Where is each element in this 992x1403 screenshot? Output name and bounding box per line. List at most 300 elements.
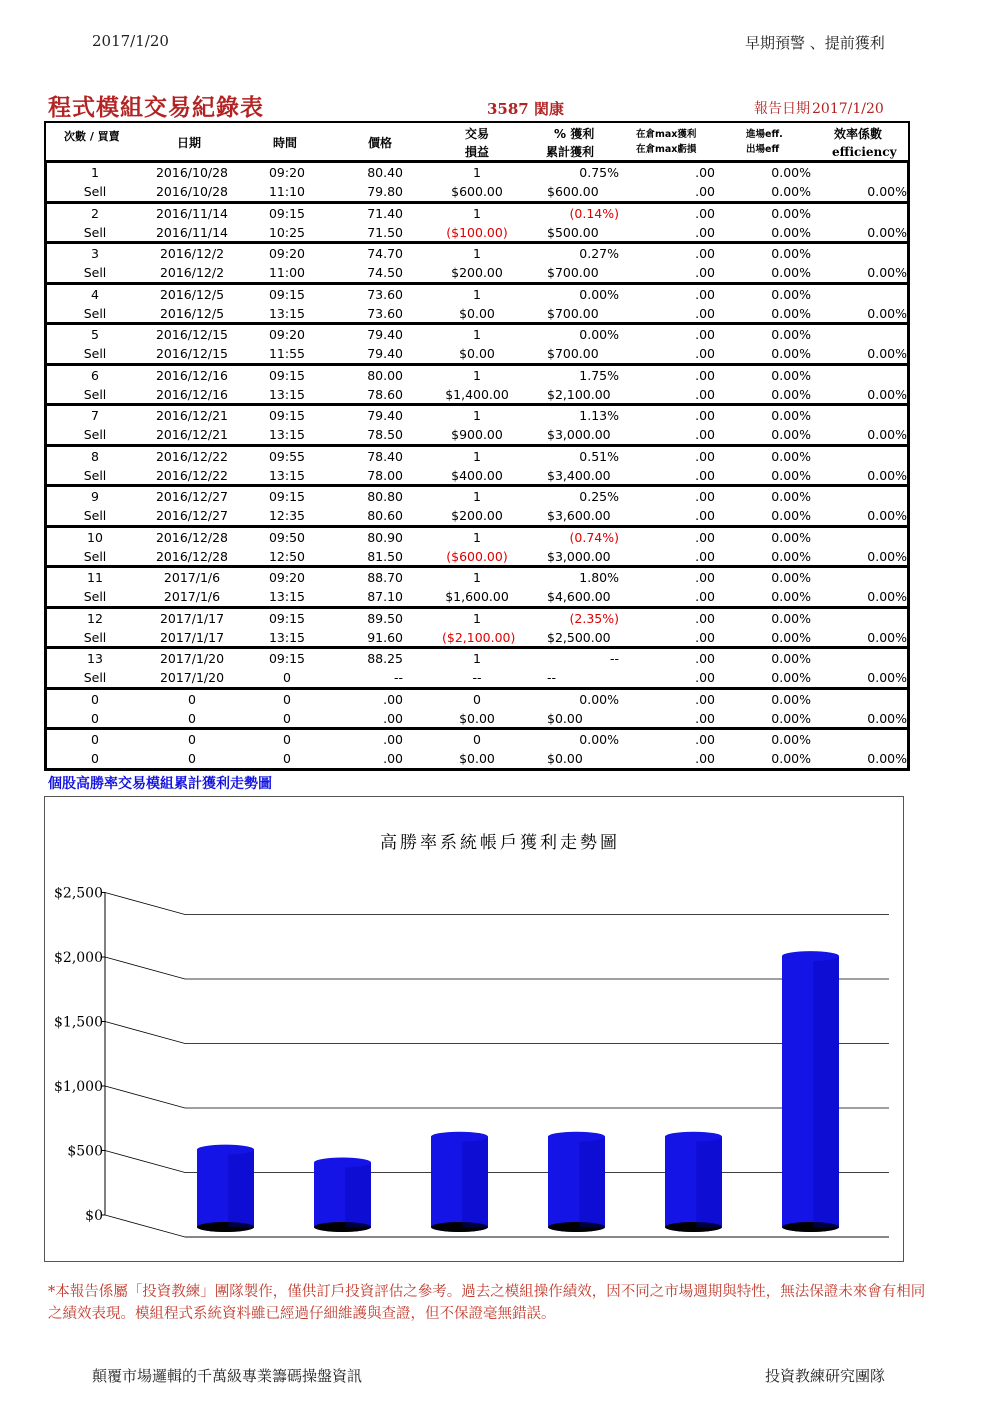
header-max-loss: 在倉max虧損 — [636, 144, 697, 155]
entry-eff: 0.00% — [771, 489, 811, 504]
exit-eff: 0.00% — [771, 589, 811, 604]
exit-price: 71.50 — [367, 224, 403, 240]
entry-eff: 0.00% — [771, 732, 811, 747]
trade-group — [44, 163, 910, 204]
pct-profit: 0.00% — [579, 286, 619, 302]
entry-qty: 1 — [473, 529, 481, 545]
efficiency: 0.00% — [867, 184, 907, 199]
trade-side: Sell — [83, 670, 107, 685]
entry-qty: 1 — [473, 610, 481, 626]
entry-price: 74.70 — [367, 246, 403, 261]
max-loss: .00 — [695, 224, 715, 240]
header-trade: 交易 — [465, 127, 490, 141]
trade-seq: 6 — [91, 367, 99, 383]
y-tick-label: $0 — [85, 1208, 103, 1224]
header-pct: % 獲利 — [554, 127, 595, 141]
exit-date: 2016/12/21 — [155, 427, 229, 442]
max-loss: .00 — [695, 305, 715, 321]
trade-seq: 9 — [91, 489, 99, 504]
trade-seq: 1 — [91, 165, 99, 180]
exit-price: .00 — [383, 710, 403, 726]
cum-profit: $500.00 — [547, 224, 599, 240]
trade-group — [44, 447, 910, 488]
efficiency: 0.00% — [867, 386, 907, 402]
trade-side: Sell — [83, 467, 107, 483]
max-profit: .00 — [695, 691, 715, 707]
efficiency: 0.00% — [867, 265, 907, 280]
entry-price: 71.40 — [367, 205, 403, 221]
entry-qty: 1 — [473, 165, 481, 180]
trade-table — [44, 121, 910, 771]
entry-qty: 0 — [473, 732, 481, 747]
report-date — [754, 98, 884, 118]
exit-date: 0 — [188, 751, 196, 766]
entry-qty: 1 — [473, 448, 481, 464]
entry-date: 2017/1/20 — [159, 651, 225, 666]
exit-date: 2016/12/16 — [155, 386, 229, 402]
cum-profit: $4,600.00 — [547, 589, 611, 604]
entry-price: 78.40 — [367, 448, 403, 464]
exit-time: 13:15 — [268, 589, 306, 604]
entry-eff: 0.00% — [771, 691, 811, 707]
chart-title: 高勝率系統帳戶獲利走勢圖 — [380, 833, 620, 853]
trade-seq: 2 — [91, 205, 99, 221]
exit-price: 87.10 — [367, 589, 403, 604]
trade-seq: 5 — [91, 327, 99, 342]
max-profit: .00 — [695, 367, 715, 383]
trade-group — [44, 528, 910, 569]
exit-eff: 0.00% — [771, 508, 811, 523]
cum-profit: $3,000.00 — [547, 548, 611, 564]
chart-axis — [101, 893, 105, 1216]
exit-eff: 0.00% — [771, 467, 811, 483]
pct-profit: 1.13% — [579, 408, 619, 423]
exit-price: 78.60 — [367, 386, 403, 402]
max-profit: .00 — [695, 286, 715, 302]
header-seq: 次數 / 買賣 — [64, 130, 120, 143]
entry-eff: 0.00% — [771, 367, 811, 383]
entry-qty: 1 — [473, 570, 481, 585]
pct-profit: 0.25% — [579, 489, 619, 504]
cum-profit: $700.00 — [547, 346, 599, 361]
cum-profit: $3,600.00 — [547, 508, 611, 523]
entry-time: 09:15 — [268, 610, 306, 626]
page-title: 程式模組交易紀錄表 — [48, 94, 264, 121]
entry-eff: 0.00% — [771, 448, 811, 464]
footer-slogan: 顛覆市場邏輯的千萬級專業籌碼操盤資訊 — [92, 1367, 363, 1385]
max-profit: .00 — [695, 246, 715, 261]
exit-date: 2016/12/28 — [155, 548, 229, 564]
header-pnl: 損益 — [465, 145, 490, 159]
chart-bar — [548, 1132, 605, 1232]
header-efficiency-zh: 效率係數 — [834, 127, 883, 141]
entry-eff: 0.00% — [771, 246, 811, 261]
entry-time: 09:20 — [268, 327, 306, 342]
exit-eff: 0.00% — [771, 265, 811, 280]
entry-date: 0 — [188, 691, 196, 707]
header-slogan: 早期預警 、提前獲利 — [745, 34, 885, 52]
max-profit: .00 — [695, 408, 715, 423]
entry-price: 88.70 — [367, 570, 403, 585]
header-date: 2017/1/20 — [92, 32, 169, 50]
pct-profit: 0.75% — [579, 165, 619, 180]
entry-qty: 1 — [473, 286, 481, 302]
trade-side: Sell — [83, 265, 107, 280]
header-date: 日期 — [177, 136, 202, 150]
entry-price: 73.60 — [367, 286, 403, 302]
max-loss: .00 — [695, 184, 715, 199]
max-profit: .00 — [695, 165, 715, 180]
trade-side: Sell — [83, 508, 107, 523]
entry-qty: 1 — [473, 246, 481, 261]
efficiency: 0.00% — [867, 751, 907, 766]
max-profit: .00 — [695, 651, 715, 666]
trade-side: Sell — [83, 224, 107, 240]
entry-time: 09:15 — [268, 408, 306, 423]
trade-pnl: $0.00 — [459, 710, 495, 726]
chart-bar — [782, 951, 839, 1232]
header-price: 價格 — [368, 136, 393, 150]
efficiency: 0.00% — [867, 710, 907, 726]
entry-time: 0 — [283, 732, 291, 747]
entry-date: 2016/12/16 — [155, 367, 229, 383]
trade-seq: 3 — [91, 246, 99, 261]
entry-eff: 0.00% — [771, 327, 811, 342]
max-profit: .00 — [695, 327, 715, 342]
trade-seq: 0 — [91, 732, 99, 747]
trade-seq: 10 — [87, 529, 103, 545]
entry-price: 80.40 — [367, 165, 403, 180]
y-tick-label: $500 — [67, 1143, 103, 1160]
efficiency: 0.00% — [867, 548, 907, 564]
pct-profit: (2.35%) — [569, 610, 619, 626]
max-profit: .00 — [695, 489, 715, 504]
exit-time: 13:15 — [268, 467, 306, 483]
trade-seq: 7 — [91, 408, 99, 423]
exit-time: 11:00 — [268, 265, 306, 280]
entry-date: 2016/12/2 — [159, 246, 225, 261]
y-tick-label: $2,000 — [54, 950, 103, 966]
trade-side: Sell — [83, 427, 107, 442]
chart-caption: 個股高勝率交易模組累計獲利走勢圖 — [48, 776, 272, 792]
efficiency: 0.00% — [867, 427, 907, 442]
trade-side: 0 — [91, 751, 99, 766]
entry-time: 09:15 — [268, 651, 306, 666]
cum-profit: $700.00 — [547, 305, 599, 321]
trade-side: Sell — [83, 305, 107, 321]
max-profit: .00 — [695, 610, 715, 626]
entry-date: 2016/12/21 — [155, 408, 229, 423]
max-profit: .00 — [695, 570, 715, 585]
profit-chart — [45, 797, 903, 1261]
efficiency: 0.00% — [867, 589, 907, 604]
cum-profit: -- — [547, 670, 557, 685]
entry-date: 2016/12/22 — [155, 448, 229, 464]
header-cum: 累計獲利 — [546, 145, 595, 159]
cum-profit: $2,100.00 — [547, 386, 611, 402]
entry-qty: 1 — [473, 651, 481, 666]
exit-price: 79.40 — [367, 346, 403, 361]
entry-time: 09:55 — [268, 448, 306, 464]
exit-time: 12:50 — [268, 548, 306, 564]
max-loss: .00 — [695, 629, 715, 645]
entry-price: 79.40 — [367, 327, 403, 342]
max-loss: .00 — [695, 346, 715, 361]
trade-seq: 12 — [87, 610, 103, 626]
trade-pnl: $200.00 — [451, 508, 503, 523]
trade-group — [44, 568, 910, 609]
footer-team: 投資教練研究團隊 — [765, 1367, 886, 1385]
trade-side: Sell — [83, 629, 107, 645]
exit-time: 0 — [283, 751, 291, 766]
exit-price: 81.50 — [367, 548, 403, 564]
exit-date: 2016/12/15 — [155, 346, 229, 361]
max-loss: .00 — [695, 710, 715, 726]
trade-pnl: $1,400.00 — [445, 386, 509, 402]
exit-date: 2016/12/22 — [155, 467, 229, 483]
exit-time: 0 — [283, 710, 291, 726]
entry-qty: 0 — [473, 691, 481, 707]
table-header — [44, 121, 910, 163]
exit-eff: 0.00% — [771, 386, 811, 402]
exit-eff: 0.00% — [771, 346, 811, 361]
entry-date: 2016/12/28 — [155, 529, 229, 545]
exit-date: 2016/12/2 — [159, 265, 225, 280]
cum-profit: $700.00 — [547, 265, 599, 280]
chart-bars — [197, 951, 839, 1232]
pct-profit: 1.80% — [579, 570, 619, 585]
entry-date: 2016/12/5 — [159, 286, 225, 302]
max-loss: .00 — [695, 508, 715, 523]
exit-price: 74.50 — [367, 265, 403, 280]
entry-time: 09:50 — [268, 529, 306, 545]
header-entry-eff: 進場eff. — [746, 129, 783, 140]
efficiency: 0.00% — [867, 508, 907, 523]
trade-seq: 8 — [91, 448, 99, 464]
entry-date: 2017/1/6 — [163, 570, 221, 585]
efficiency: 0.00% — [867, 629, 907, 645]
trade-group — [44, 244, 910, 285]
pct-profit: 0.00% — [579, 732, 619, 747]
exit-time: 13:15 — [268, 305, 306, 321]
trade-group — [44, 406, 910, 447]
exit-eff: 0.00% — [771, 710, 811, 726]
entry-qty: 1 — [473, 327, 481, 342]
cum-profit: $0.00 — [547, 710, 583, 726]
pct-profit: (0.74%) — [569, 529, 619, 545]
exit-time: 11:55 — [268, 346, 306, 361]
exit-price: 79.80 — [367, 184, 403, 199]
entry-qty: 1 — [473, 408, 481, 423]
entry-eff: 0.00% — [771, 529, 811, 545]
trade-pnl: -- — [472, 670, 482, 685]
max-loss: .00 — [695, 670, 715, 685]
entry-eff: 0.00% — [771, 205, 811, 221]
entry-time: 0 — [283, 691, 291, 707]
trade-seq: 11 — [87, 570, 103, 585]
max-profit: .00 — [695, 529, 715, 545]
efficiency: 0.00% — [867, 305, 907, 321]
trade-pnl: ($100.00) — [446, 224, 508, 240]
chart-bar — [314, 1158, 371, 1233]
efficiency: 0.00% — [867, 467, 907, 483]
entry-time: 09:15 — [268, 205, 306, 221]
cum-profit: $600.00 — [547, 184, 599, 199]
entry-price: 88.25 — [367, 651, 403, 666]
y-tick-label: $2,500 — [54, 885, 103, 902]
entry-date: 2016/12/27 — [155, 489, 229, 504]
exit-date: 0 — [188, 710, 196, 726]
entry-time: 09:15 — [268, 489, 306, 504]
chart-bar — [431, 1132, 488, 1232]
entry-time: 09:15 — [268, 367, 306, 383]
exit-date: 2017/1/6 — [163, 589, 221, 604]
entry-price: .00 — [383, 691, 403, 707]
trade-side: Sell — [83, 589, 107, 604]
pct-profit: 1.75% — [579, 367, 619, 383]
trade-pnl: $900.00 — [451, 427, 503, 442]
header-exit-eff: 出場eff — [746, 144, 780, 155]
chart-bar — [197, 1145, 254, 1232]
stock-name: 3587 閎康 — [487, 100, 564, 118]
entry-date: 2016/10/28 — [155, 165, 229, 180]
efficiency: 0.00% — [867, 346, 907, 361]
trade-group — [44, 730, 910, 771]
efficiency: 0.00% — [867, 224, 907, 240]
trade-pnl: $1,600.00 — [445, 589, 509, 604]
exit-time: 13:15 — [268, 427, 306, 442]
header-time: 時間 — [273, 136, 298, 150]
y-tick-label: $1,500 — [54, 1014, 103, 1031]
trade-group — [44, 285, 910, 326]
max-profit: .00 — [695, 448, 715, 464]
exit-eff: 0.00% — [771, 224, 811, 240]
exit-date: 2016/11/14 — [155, 224, 229, 240]
exit-eff: 0.00% — [771, 427, 811, 442]
exit-price: 91.60 — [367, 629, 403, 645]
cum-profit: $2,500.00 — [547, 629, 611, 645]
max-loss: .00 — [695, 427, 715, 442]
entry-time: 09:20 — [268, 246, 306, 261]
pct-profit: (0.14%) — [569, 205, 619, 221]
cum-profit: $3,400.00 — [547, 467, 611, 483]
chart-bar — [665, 1132, 722, 1232]
exit-price: 78.00 — [367, 467, 403, 483]
trade-group — [44, 609, 910, 650]
trade-pnl: $200.00 — [451, 265, 503, 280]
exit-eff: 0.00% — [771, 184, 811, 199]
trade-pnl: $600.00 — [451, 184, 503, 199]
entry-date: 2017/1/17 — [159, 610, 225, 626]
trade-side: Sell — [83, 346, 107, 361]
exit-date: 2016/12/27 — [155, 508, 229, 523]
trade-pnl: $0.00 — [459, 305, 495, 321]
trade-group — [44, 204, 910, 245]
entry-time: 09:20 — [268, 570, 306, 585]
pct-profit: -- — [609, 651, 619, 666]
max-profit: .00 — [695, 205, 715, 221]
exit-time: 11:10 — [268, 184, 306, 199]
entry-price: 79.40 — [367, 408, 403, 423]
max-profit: .00 — [695, 732, 715, 747]
entry-eff: 0.00% — [771, 408, 811, 423]
cum-profit: $3,000.00 — [547, 427, 611, 442]
exit-time: 12:35 — [268, 508, 306, 523]
disclaimer: *本報告係屬「投資教練」團隊製作，僅供訂戶投資評估之參考。過去之模組操作績效，因不同之市場週期與特性，無法保證未來會有相同之績效表現。模組程式系統資料雖已經過仔細維護與查證，但不保證毫無錯誤。 — [48, 1284, 926, 1322]
exit-time: 13:15 — [268, 386, 306, 402]
entry-price: 80.90 — [367, 529, 403, 545]
pct-profit: 0.00% — [579, 327, 619, 342]
trade-pnl: $400.00 — [451, 467, 503, 483]
pct-profit: 0.51% — [579, 448, 619, 464]
trade-side: 0 — [91, 710, 99, 726]
trade-pnl: $0.00 — [459, 346, 495, 361]
trade-group — [44, 366, 910, 407]
entry-price: 80.00 — [367, 367, 403, 383]
entry-time: 09:15 — [268, 286, 306, 302]
exit-date: 2016/12/5 — [159, 305, 225, 321]
header-max-profit: 在倉max獲利 — [636, 129, 697, 140]
header-efficiency-en: efficiency — [832, 145, 897, 159]
efficiency: 0.00% — [867, 670, 907, 685]
trade-pnl: ($600.00) — [446, 548, 508, 564]
entry-eff: 0.00% — [771, 286, 811, 302]
trade-group — [44, 325, 910, 366]
max-loss: .00 — [695, 467, 715, 483]
pct-profit: 0.00% — [579, 691, 619, 707]
trade-group — [44, 649, 910, 690]
exit-eff: 0.00% — [771, 670, 811, 685]
report-date-value: 2017/1/20 — [812, 101, 884, 117]
entry-eff: 0.00% — [771, 165, 811, 180]
cum-profit: $0.00 — [547, 751, 583, 766]
pct-profit: 0.27% — [579, 246, 619, 261]
entry-qty: 1 — [473, 489, 481, 504]
exit-price: 78.50 — [367, 427, 403, 442]
entry-date: 0 — [188, 732, 196, 747]
entry-date: 2016/11/14 — [155, 205, 229, 221]
exit-price: .00 — [383, 751, 403, 766]
max-loss: .00 — [695, 265, 715, 280]
exit-date: 2017/1/17 — [159, 629, 225, 645]
exit-date: 2016/10/28 — [155, 184, 229, 199]
y-tick-label: $1,000 — [54, 1079, 103, 1095]
trade-group — [44, 487, 910, 528]
exit-price: 80.60 — [367, 508, 403, 523]
entry-eff: 0.00% — [771, 570, 811, 585]
trade-seq: 0 — [91, 691, 99, 707]
max-loss: .00 — [695, 386, 715, 402]
entry-price: 80.80 — [367, 489, 403, 504]
chart-tick-labels — [54, 886, 103, 1225]
entry-eff: 0.00% — [771, 651, 811, 666]
trade-seq: 13 — [87, 651, 103, 666]
exit-price: 73.60 — [367, 305, 403, 321]
exit-time: 10:25 — [268, 224, 306, 240]
table-body — [44, 163, 910, 771]
entry-qty: 1 — [473, 205, 481, 221]
max-loss: .00 — [695, 548, 715, 564]
report-date-label: 報告日期 — [754, 101, 810, 117]
entry-time: 09:20 — [268, 165, 306, 180]
exit-time: 0 — [283, 670, 291, 685]
entry-price: 89.50 — [367, 610, 403, 626]
trade-side: Sell — [83, 386, 107, 402]
entry-price: .00 — [383, 732, 403, 747]
entry-qty: 1 — [473, 367, 481, 383]
chart-container — [44, 796, 904, 1262]
exit-eff: 0.00% — [771, 548, 811, 564]
